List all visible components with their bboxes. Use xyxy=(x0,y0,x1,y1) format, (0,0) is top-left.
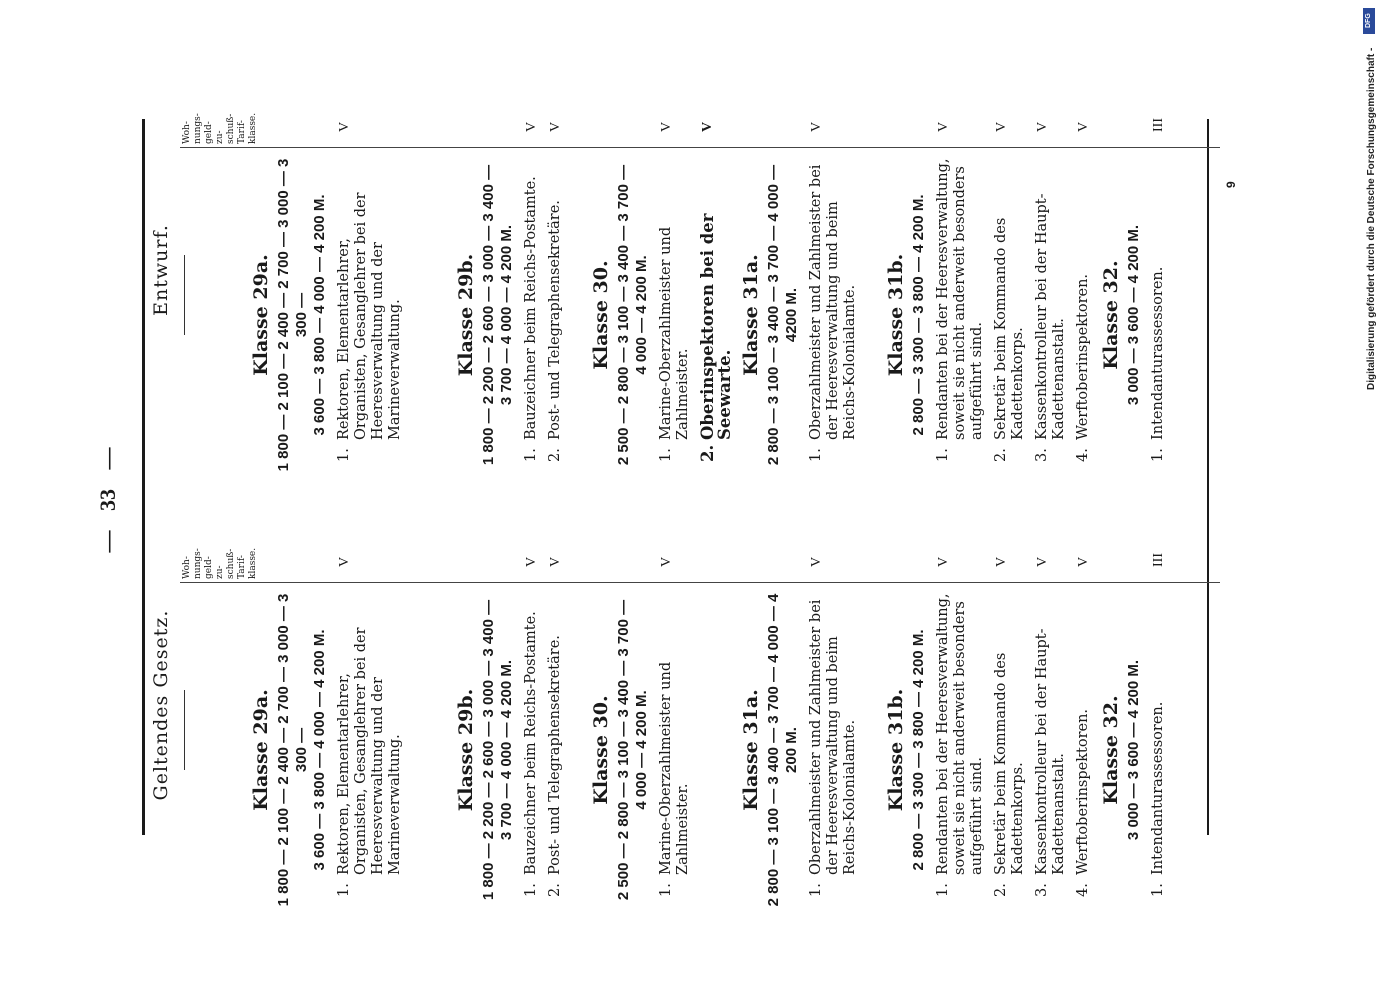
item-text: Kassenkontrolleur bei der Haupt-Kadettenanstalt. xyxy=(1034,193,1067,440)
item-number: 2. xyxy=(993,883,1009,897)
wohnungsgeld-header: Woh- nungs- geld- zu- schuß- Tarif- klasse. xyxy=(182,112,258,144)
dfg-funding-note xyxy=(1358,0,1382,1000)
list-item xyxy=(1034,556,1068,915)
klasse-title: Klasse 29a. xyxy=(250,689,272,811)
footer-rule xyxy=(1207,119,1209,835)
list-item xyxy=(993,121,1027,480)
tarifklasse-mark: V xyxy=(337,121,352,132)
tarifklasse-mark: V xyxy=(548,121,563,132)
list-item xyxy=(935,121,986,480)
item-number: 2. xyxy=(698,444,717,462)
column-title: Entwurf. xyxy=(150,224,172,316)
klasse-title: Klasse 30. xyxy=(590,260,612,370)
salary-scale: 3 000 — 3 600 — 4 200 M. xyxy=(1125,659,1142,841)
tarifklasse-mark: V xyxy=(809,121,824,132)
klasse-block xyxy=(590,121,734,480)
tarifklasse-mark: V xyxy=(936,121,951,132)
klasse-block xyxy=(1100,553,1167,915)
klasse-title: Klasse 30. xyxy=(590,695,612,805)
list-item xyxy=(1150,553,1167,915)
klasse-title: Klasse 31b. xyxy=(885,253,907,377)
salary-scale: 3 700 — 4 000 — 4 200 M. xyxy=(498,224,515,406)
item-number: 1. xyxy=(1150,883,1166,897)
salary-scale: 1 800 — 2 100 — 2 400 — 2 700 — 3 000 — 3 300 — xyxy=(275,593,310,907)
item-text: Rektoren, Elementarlehrer, Organisten, Gesanglehrer bei der Heeresverwaltung und der Marineverwaltung. xyxy=(336,192,403,440)
salary-scale: 1 800 — 2 200 — 2 600 — 3 000 — 3 400 — xyxy=(480,164,497,466)
item-number: 1. xyxy=(658,883,674,897)
item-text: Post- und Telegraphensekretäre. xyxy=(547,200,563,440)
item-number: 3. xyxy=(1034,883,1050,897)
tarifklasse-mark: V xyxy=(1076,121,1091,132)
list-item xyxy=(523,556,540,915)
tarifklasse-mark: V xyxy=(809,556,824,567)
klasse-title: Klasse 29b. xyxy=(455,688,477,812)
item-number: 2. xyxy=(993,448,1009,462)
tarifklasse-mark: V xyxy=(994,121,1009,132)
salary-scale: 2 800 — 3 300 — 3 800 — 4 200 M. xyxy=(910,194,927,436)
tarifklasse-mark: V xyxy=(659,121,674,132)
list-item xyxy=(658,556,692,915)
salary-scale: 4 000 — 4 200 M. xyxy=(633,690,650,810)
salary-scale: 3 600 — 3 800 — 4 000 — 4 200 M. xyxy=(311,629,328,871)
column-divider xyxy=(180,147,1220,148)
list-item xyxy=(1075,556,1092,915)
list-item xyxy=(523,121,540,480)
item-number: 1. xyxy=(336,883,352,897)
item-number: 1. xyxy=(523,448,539,462)
column-title-rule xyxy=(184,690,185,770)
salary-scale: 2 800 — 3 300 — 3 800 — 4 200 M. xyxy=(910,629,927,871)
column-current-law xyxy=(150,495,1205,915)
item-text: Bauzeichner beim Reichs-Postamte. xyxy=(523,611,539,875)
item-text: Marine-Oberzahlmeister und Zahlmeister. xyxy=(658,661,691,875)
wohnungsgeld-header: Woh- nungs- geld- zu- schuß- Tarif- klasse. xyxy=(182,547,258,579)
tarifklasse-mark: V xyxy=(524,556,539,567)
page-footer-number: 9 xyxy=(1224,181,1238,188)
klasse-title: Klasse 31b. xyxy=(885,688,907,812)
list-item xyxy=(935,556,986,915)
item-number: 1. xyxy=(935,883,951,897)
item-text: Sekretär beim Kommando des Kadettenkorps. xyxy=(993,652,1026,875)
tarifklasse-mark: V xyxy=(994,556,1009,567)
item-text: Kassenkontrolleur bei der Haupt-Kadettenanstalt. xyxy=(1034,628,1067,875)
klasse-title: Klasse 31a. xyxy=(740,254,762,376)
list-item xyxy=(1150,118,1167,480)
column-title: Geltendes Gesetz. xyxy=(150,609,172,801)
salary-scale: 1 800 — 2 200 — 2 600 — 3 000 — 3 400 — xyxy=(480,599,497,901)
page-number: — 33 — xyxy=(95,447,120,553)
item-number: 2. xyxy=(547,448,563,462)
tarifklasse-mark: III xyxy=(1151,553,1166,567)
item-text: Sekretär beim Kommando des Kadettenkorps. xyxy=(993,217,1026,440)
tarifklasse-mark: V xyxy=(700,121,715,132)
item-text: Oberzahlmeister und Zahlmeister bei der Heeresverwaltung und beim Reichs-Kolonialamte. xyxy=(808,599,858,875)
salary-scale: 3 000 — 3 600 — 4 200 M. xyxy=(1125,224,1142,406)
klasse-block xyxy=(885,121,1092,480)
klasse-title: Klasse 32. xyxy=(1100,695,1122,805)
column-title-rule xyxy=(184,255,185,335)
item-number: 3. xyxy=(1034,448,1050,462)
item-text: Rektoren, Elementarlehrer, Organisten, Gesanglehrer bei der Heeresverwaltung und der Marineverwaltung. xyxy=(336,627,403,875)
list-item xyxy=(808,556,859,915)
tarifklasse-mark: III xyxy=(1151,118,1166,132)
tarifklasse-mark: V xyxy=(936,556,951,567)
klasse-block xyxy=(455,556,564,915)
item-number: 1. xyxy=(1150,448,1166,462)
list-item xyxy=(993,556,1027,915)
list-item xyxy=(658,121,692,480)
item-number: 1. xyxy=(658,448,674,462)
klasse-title: Klasse 31a. xyxy=(740,689,762,811)
item-text: Intendanturassessoren. xyxy=(1150,701,1166,875)
item-text: Rendanten bei der Heeresverwaltung, soweit sie nicht anderweit besonders aufgeführt sind. xyxy=(935,158,985,440)
tarifklasse-mark: V xyxy=(524,121,539,132)
klasse-block xyxy=(885,556,1092,915)
item-number: 1. xyxy=(523,883,539,897)
item-text: Bauzeichner beim Reichs-Postamte. xyxy=(523,176,539,440)
salary-scale: 1 800 — 2 100 — 2 400 — 2 700 — 3 000 — 3 300 — xyxy=(275,158,310,472)
klasse-block xyxy=(740,121,859,480)
salary-scale: 3 600 — 3 800 — 4 000 — 4 200 M. xyxy=(311,194,328,436)
tarifklasse-mark: V xyxy=(337,556,352,567)
salary-scale: 2 800 — 3 100 — 3 400 — 3 700 — 4 000 — 4200 M. xyxy=(765,164,800,466)
klasse-title: Klasse 29a. xyxy=(250,254,272,376)
list-item xyxy=(1075,121,1092,480)
item-number: 2. xyxy=(547,883,563,897)
klasse-block xyxy=(455,121,564,480)
tarifklasse-mark: V xyxy=(1035,556,1050,567)
item-text: Oberzahlmeister und Zahlmeister bei der Heeresverwaltung und beim Reichs-Kolonialamte. xyxy=(808,164,858,440)
klasse-title: Klasse 32. xyxy=(1100,260,1122,370)
column-divider xyxy=(180,582,1220,583)
item-text: Marine-Oberzahlmeister und Zahlmeister. xyxy=(658,226,691,440)
page-number-value: 33 xyxy=(95,489,120,511)
tarifklasse-mark: V xyxy=(1076,556,1091,567)
item-number: 1. xyxy=(935,448,951,462)
klasse-title: Klasse 29b. xyxy=(455,253,477,377)
dfg-note-text: Digitalisierung gefördert durch die Deutsche Forschungsgemeinschaft - xyxy=(1366,47,1377,390)
salary-scale: 2 800 — 3 100 — 3 400 — 3 700 — 4 000 — 4 200 M. xyxy=(765,593,800,907)
list-item xyxy=(698,121,734,480)
item-number: 1. xyxy=(808,883,824,897)
item-number: 4. xyxy=(1075,883,1091,897)
tarifklasse-mark: V xyxy=(548,556,563,567)
klasse-block xyxy=(590,556,692,915)
item-text: Oberinspektoren bei der Seewarte. xyxy=(698,213,734,440)
klasse-block xyxy=(1100,118,1167,480)
header-rule xyxy=(142,119,145,835)
item-number: 4. xyxy=(1075,448,1091,462)
list-item xyxy=(1034,121,1068,480)
tarifklasse-mark: V xyxy=(659,556,674,567)
item-number: 1. xyxy=(808,448,824,462)
salary-scale: 2 500 — 2 800 — 3 100 — 3 400 — 3 700 — xyxy=(615,599,632,901)
column-draft xyxy=(150,60,1205,480)
salary-scale: 4 000 — 4 200 M. xyxy=(633,255,650,375)
tarifklasse-mark: V xyxy=(1035,121,1050,132)
klasse-block xyxy=(250,121,404,480)
dfg-logo-icon: DFG xyxy=(1363,8,1375,34)
list-item xyxy=(808,121,859,480)
item-text: Werftoberinspektoren. xyxy=(1075,708,1091,875)
list-item xyxy=(547,556,564,915)
list-item xyxy=(336,121,404,480)
klasse-block xyxy=(250,556,404,915)
item-text: Rendanten bei der Heeresverwaltung, soweit sie nicht anderweit besonders aufgeführt sind. xyxy=(935,593,985,875)
list-item xyxy=(336,556,404,915)
item-number: 1. xyxy=(336,448,352,462)
salary-scale: 3 700 — 4 000 — 4 200 M. xyxy=(498,659,515,841)
item-text: Post- und Telegraphensekretäre. xyxy=(547,635,563,875)
klasse-block xyxy=(740,556,859,915)
salary-scale: 2 500 — 2 800 — 3 100 — 3 400 — 3 700 — xyxy=(615,164,632,466)
list-item xyxy=(547,121,564,480)
item-text: Intendanturassessoren. xyxy=(1150,266,1166,440)
item-text: Werftoberinspektoren. xyxy=(1075,273,1091,440)
